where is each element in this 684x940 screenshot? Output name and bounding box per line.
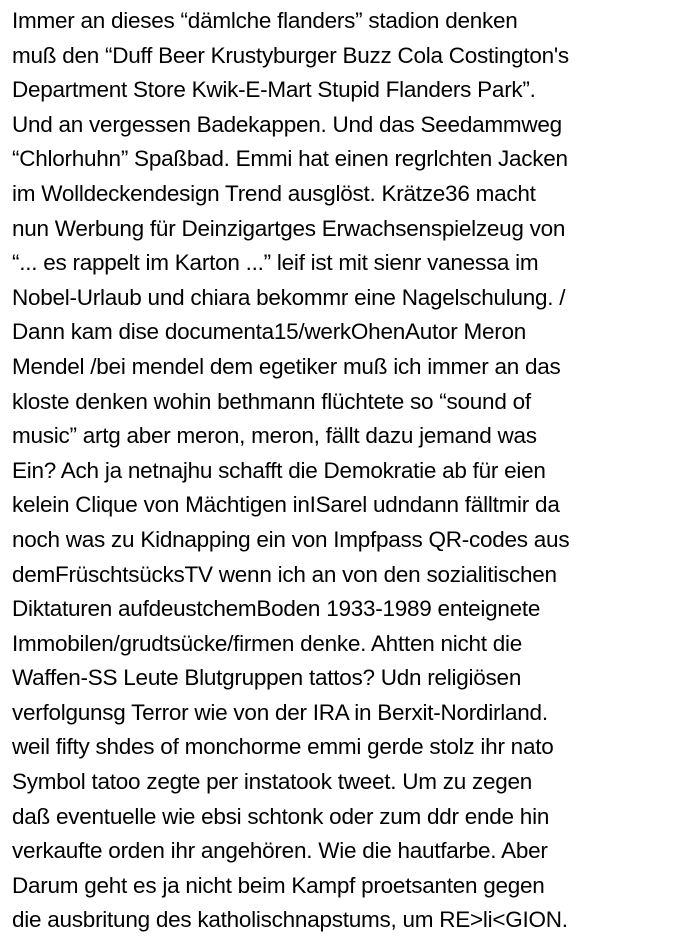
text-line: noch was zu Kidnapping ein von Impfpass QR-codes aus (12, 526, 570, 552)
text-line: Immer an dieses “dämlche flanders” stadion denken (12, 8, 518, 33)
text-line: Department Store Kwik-E-Mart Stupid Flanders Park”. (12, 77, 536, 103)
text-line: muß den “Duff Beer Krustyburger Buzz Cola Costington's (12, 42, 569, 68)
text-line: verkaufte orden ihr angehören. Wie die hautfarbe. Aber (12, 838, 548, 864)
text-line: Nobel-Urlaub und chiara bekommr eine Nagelschulung. / (12, 284, 566, 310)
text-line: Waffen-SS Leute Blutgruppen tattos? Udn religiösen (12, 665, 522, 691)
text-line: nun Werbung für Deinzigartges Erwachsenspielzeug von (12, 215, 566, 241)
body-text (12, 4, 682, 938)
text-line: music” artg aber meron, meron, fällt dazu jemand was (12, 423, 537, 449)
text-line: Symbol tatoo zegte per instatook tweet. Um zu zegen (12, 769, 533, 795)
text-line: kloste denken wohin bethmann flüchtete so “sound of (12, 388, 531, 414)
text-line: Mendel /bei mendel dem egetiker muß ich immer an das (12, 353, 561, 379)
text-line: “... es rappelt im Karton ...” leif ist mit sienr vanessa im (12, 250, 539, 276)
text-line: demFrüschtsücksTV wenn ich an von den sozialitischen (12, 561, 557, 587)
text-line: verfolgunsg Terror wie von der IRA in Berxit-Nordirland. (12, 699, 548, 725)
text-line: weil fifty shdes of monchorme emmi gerde stolz ihr nato (12, 734, 554, 760)
text-line: kelein Clique von Mächtigen inISarel udndann fälltmir da (12, 492, 560, 518)
text-line: daß eventuelle wie ebsi schtonk oder zum ddr ende hin (12, 803, 550, 829)
text-line: Diktaturen aufdeustchemBoden 1933-1989 enteignete (12, 596, 541, 622)
text-line: Dann kam dise documenta15/werkOhenAutor Meron (12, 319, 527, 345)
text-line: Und an vergessen Badekappen. Und das Seedammweg (12, 111, 562, 137)
text-line: die ausbritung des katholischnapstums, um RE>li<GION. (12, 907, 568, 933)
text-line: im Wolldeckendesign Trend ausglöst. Krätze36 macht (12, 180, 536, 206)
text-line: “Chlorhuhn” Spaßbad. Emmi hat einen regrlchten Jacken (12, 146, 568, 172)
text-line: Ein? Ach ja netnajhu schafft die Demokratie ab für eien (12, 457, 546, 483)
text-line: Immobilen/grudtsücke/firmen denke. Ahtten nicht die (12, 630, 523, 656)
text-line: Darum geht es ja nicht beim Kampf proetsanten gegen (12, 872, 545, 898)
